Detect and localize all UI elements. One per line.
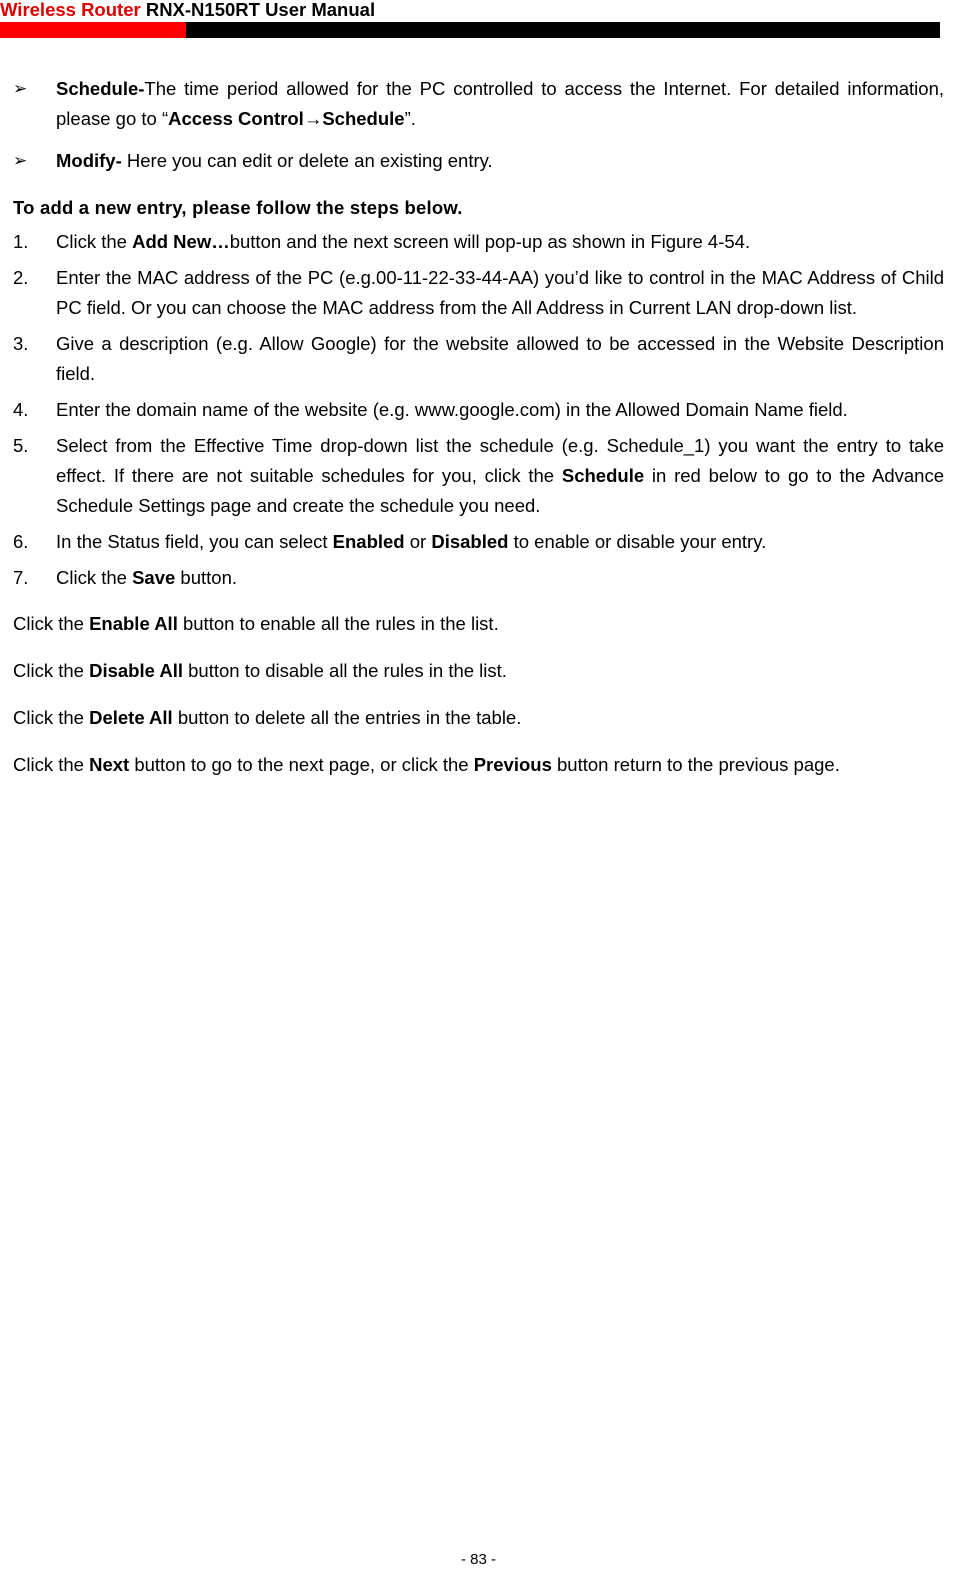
bullet-link: Schedule xyxy=(322,108,405,129)
paragraph-bold: Next xyxy=(89,754,130,775)
paragraph-bold: Previous xyxy=(473,754,552,775)
step-number: 6. xyxy=(13,531,29,552)
step-number: 1. xyxy=(13,231,29,252)
bullet-text: ”. xyxy=(404,108,416,129)
paragraph-next-previous xyxy=(13,750,944,780)
step-item xyxy=(13,563,944,593)
bullet-arrow-icon: ➢ xyxy=(13,79,28,98)
step-item xyxy=(13,227,944,257)
step-item xyxy=(13,263,944,323)
step-number: 5. xyxy=(13,435,29,456)
step-bold: Enabled xyxy=(332,531,405,552)
page-number: - 83 - xyxy=(460,1551,496,1568)
step-text: Enter the domain name of the website (e.g. www.google.com) in the Allowed Domain Name field. xyxy=(56,399,848,420)
header-title xyxy=(0,0,375,21)
paragraph-text: Click the xyxy=(13,707,90,728)
step-bold: Disabled xyxy=(431,531,509,552)
paragraph-text: button to disable all the rules in the list. xyxy=(182,660,507,681)
step-text: In the Status field, you can select xyxy=(56,531,333,552)
step-number: 4. xyxy=(13,399,29,420)
page-header xyxy=(0,0,957,40)
step-item xyxy=(13,329,944,389)
page-content xyxy=(13,74,944,780)
step-item xyxy=(13,527,944,557)
step-item xyxy=(13,431,944,521)
paragraph-delete-all xyxy=(13,703,944,733)
step-text: Enter the MAC address of the PC (e.g.00-11-22-33-44-AA) you’d like to control in the MAC Address of Child PC field. Or you can choose the MAC address from the All Address in Current LAN drop-down list. xyxy=(56,267,944,318)
step-text: Click the xyxy=(56,231,133,252)
steps-list xyxy=(13,227,944,593)
step-number: 3. xyxy=(13,333,29,354)
step-text: Select from the Effective Time drop-down list the schedule (e.g. Schedule_1) you want the entry to take effect. If there are not suitable schedules for you, click the xyxy=(56,435,944,486)
step-text: button. xyxy=(175,567,238,588)
paragraph-bold: Enable All xyxy=(89,613,178,634)
bullet-link: Access Control xyxy=(168,108,304,129)
step-bold: Add New… xyxy=(132,231,230,252)
paragraph-disable-all xyxy=(13,656,944,686)
paragraph-text: button to delete all the entries in the table. xyxy=(172,707,522,728)
paragraph-text: button to enable all the rules in the list. xyxy=(177,613,499,634)
arrow-icon: → xyxy=(303,108,323,129)
step-text: Give a description (e.g. Allow Google) for the website allowed to be accessed in the Website Description field. xyxy=(56,333,944,384)
step-number: 7. xyxy=(13,567,29,588)
header-bar-red xyxy=(0,22,186,38)
bullet-arrow-icon: ➢ xyxy=(13,151,28,170)
bullet-term: Modify- xyxy=(56,150,122,171)
paragraph-text: button to go to the next page, or click the xyxy=(129,754,474,775)
bullet-schedule xyxy=(13,74,944,134)
steps-heading: To add a new entry, please follow the steps below. xyxy=(13,197,463,218)
paragraph-enable-all xyxy=(13,609,944,639)
bullet-term: Schedule- xyxy=(56,78,145,99)
step-number: 2. xyxy=(13,267,29,288)
step-bold: Save xyxy=(132,567,176,588)
header-manual-title: RNX-N150RT User Manual xyxy=(140,0,376,20)
step-text: in red below to go to the Advance Schedule Settings page and create the schedule you need. xyxy=(56,465,944,516)
step-item xyxy=(13,395,944,425)
paragraph-text: Click the xyxy=(13,613,90,634)
bullet-text: Here you can edit or delete an existing entry. xyxy=(121,150,493,171)
paragraph-text: button return to the previous page. xyxy=(551,754,840,775)
bullet-text: The time period allowed for the PC controlled to access the Internet. For detailed information, please go to “ xyxy=(56,78,944,129)
step-text: button and the next screen will pop-up as shown in Figure 4-54. xyxy=(229,231,751,252)
bullet-modify xyxy=(13,146,944,176)
header-bar-black xyxy=(186,22,940,38)
step-text: to enable or disable your entry. xyxy=(508,531,767,552)
header-brand: Wireless Router xyxy=(0,0,141,20)
step-text: or xyxy=(404,531,432,552)
step-text: Click the xyxy=(56,567,133,588)
paragraph-bold: Disable All xyxy=(89,660,183,681)
step-bold: Schedule xyxy=(561,465,645,486)
paragraph-text: Click the xyxy=(13,754,90,775)
paragraph-bold: Delete All xyxy=(89,707,173,728)
paragraph-text: Click the xyxy=(13,660,90,681)
